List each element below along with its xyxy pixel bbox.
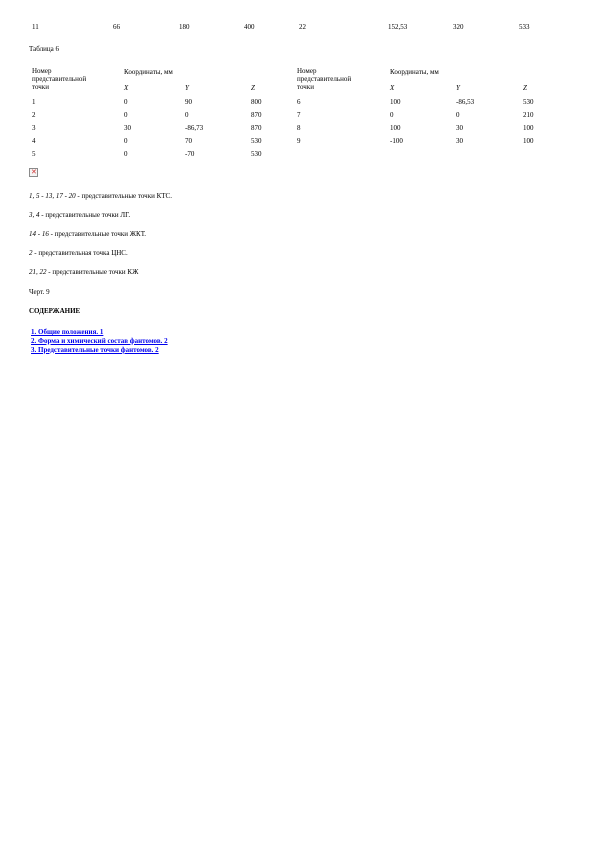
- cell: 530: [251, 137, 262, 145]
- axis-y-label: Y: [456, 84, 460, 92]
- note-numbers: 2: [29, 249, 33, 257]
- cell: -86,73: [185, 124, 204, 132]
- cell: 530: [523, 98, 534, 106]
- note-numbers: 3, 4: [29, 211, 40, 219]
- cell: 2: [32, 111, 36, 119]
- cell: 30: [124, 124, 131, 132]
- cell: 11: [32, 23, 39, 31]
- cell: 800: [251, 98, 262, 106]
- cell: 0: [185, 111, 189, 119]
- note-numbers: 14 - 16: [29, 230, 49, 238]
- header-line: представительной: [32, 75, 87, 84]
- toc-link[interactable]: 2. Форма и химический состав фантомов. 2: [31, 336, 168, 345]
- cell: 100: [390, 98, 401, 106]
- header-line: точки: [32, 83, 49, 92]
- cell: 6: [297, 98, 301, 106]
- table-caption: Таблица 6: [29, 45, 59, 53]
- note-line: [29, 249, 128, 257]
- toc-link[interactable]: 1. Общие положения. 1: [31, 328, 104, 336]
- column-header-point: [32, 67, 86, 91]
- header-line: Номер: [297, 67, 317, 75]
- cell: 3: [32, 124, 36, 132]
- note-line: [29, 268, 138, 276]
- column-header-coords: Координаты, мм: [124, 68, 173, 76]
- broken-image-icon: [29, 168, 38, 177]
- cell: 530: [251, 150, 262, 158]
- cell: 0: [124, 111, 128, 119]
- cell: 8: [297, 124, 301, 132]
- note-numbers: 21, 22: [29, 268, 47, 276]
- note-line: [29, 211, 130, 219]
- cell: 30: [456, 137, 463, 145]
- cell: 0: [390, 111, 394, 119]
- note-text: - представительные точки ЛГ.: [39, 211, 131, 219]
- cell: 90: [185, 98, 192, 106]
- cell: 66: [113, 23, 120, 31]
- cell: 870: [251, 124, 262, 132]
- cell: 0: [124, 150, 128, 158]
- cell: -86,53: [456, 98, 475, 106]
- axis-x-label: X: [124, 84, 129, 92]
- cell: 400: [244, 23, 255, 31]
- cell: 30: [456, 124, 463, 132]
- note-line: [29, 230, 146, 238]
- cell: -70: [185, 150, 195, 158]
- cell: 0: [124, 98, 128, 106]
- cell: -100: [390, 137, 403, 145]
- note-numbers: 1, 5 - 13, 17 - 20: [29, 192, 76, 200]
- axis-z-label: Z: [523, 84, 527, 92]
- note-text: - представительные точки КТС.: [75, 192, 172, 200]
- note-text: - представительные точки КЖ: [46, 268, 139, 276]
- cell: 9: [297, 137, 301, 145]
- axis-y-label: Y: [185, 84, 189, 92]
- cell: 100: [523, 137, 534, 145]
- column-header-point: [297, 67, 351, 91]
- header-line: Номер: [32, 67, 52, 75]
- note-text: - представительная точка ЦНС.: [32, 249, 128, 257]
- header-line: представительной: [297, 75, 352, 84]
- axis-z-label: Z: [251, 84, 255, 92]
- table-of-contents: [31, 328, 168, 354]
- toc-link[interactable]: 3. Представительные точки фантомов. 2: [31, 345, 159, 354]
- cell: 7: [297, 111, 301, 119]
- header-line: точки: [297, 83, 314, 92]
- cell: 870: [251, 111, 262, 119]
- cell: 100: [523, 124, 534, 132]
- cell: 5: [32, 150, 36, 158]
- cell: 22: [299, 23, 306, 31]
- cell: 210: [523, 111, 534, 119]
- column-header-coords: Координаты, мм: [390, 68, 439, 76]
- cell: 320: [453, 23, 464, 31]
- note-line: [29, 192, 172, 200]
- cell: 70: [185, 137, 192, 145]
- figure-caption: Черт. 9: [29, 288, 50, 296]
- contents-title: СОДЕРЖАНИЕ: [29, 307, 81, 315]
- cell: 1: [32, 98, 36, 106]
- cell: 533: [519, 23, 530, 31]
- note-text: - представительные точки ЖКТ.: [48, 230, 147, 238]
- cell: 180: [179, 23, 190, 31]
- cell: 4: [32, 137, 36, 145]
- cell: 0: [124, 137, 128, 145]
- axis-x-label: X: [390, 84, 395, 92]
- cell: 152,53: [388, 23, 408, 31]
- cell: 0: [456, 111, 460, 119]
- cell: 100: [390, 124, 401, 132]
